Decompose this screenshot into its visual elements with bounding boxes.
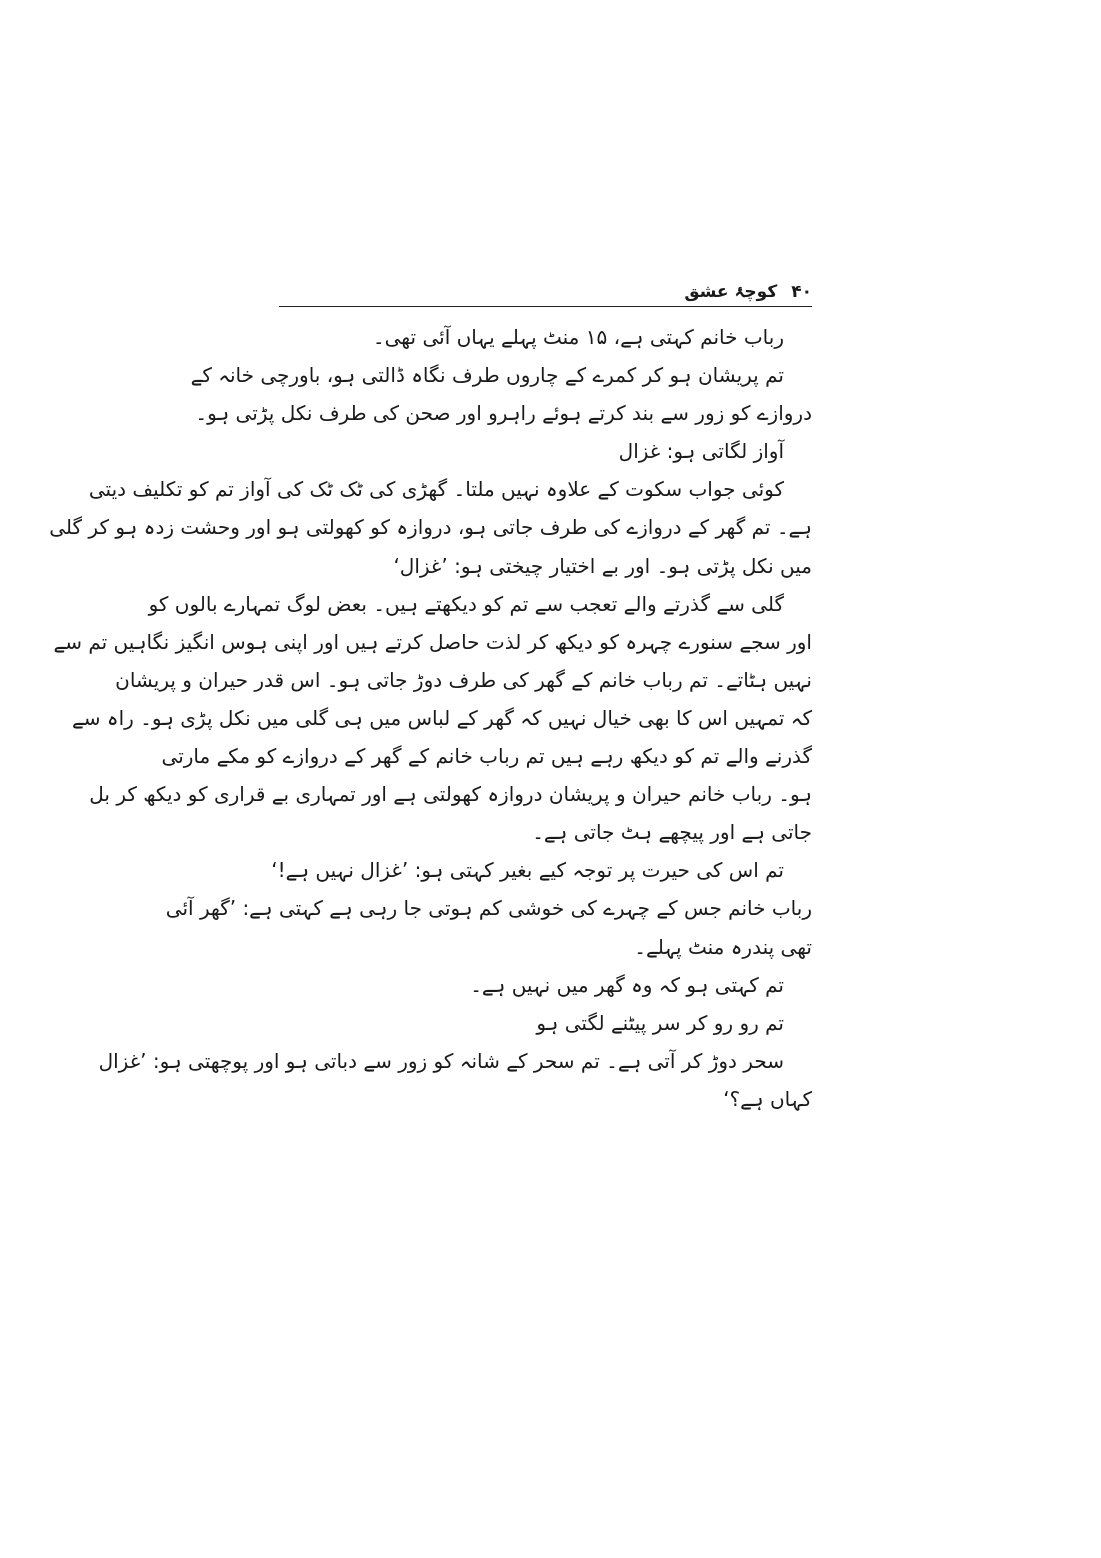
text-line: گذرنے والے تم کو دیکھ رہے ہیں تم رباب خانم کے گھر کے دروازے کو مکے مارتی bbox=[161, 744, 812, 769]
page-header bbox=[279, 262, 812, 302]
text-line: کوئی جواب سکوت کے علاوہ نہیں ملتا۔ گھڑی کی ٹک ٹک کی آواز تم کو تکلیف دیتی bbox=[88, 477, 784, 502]
text-line: دروازے کو زور سے بند کرتے ہوئے راہرو اور صحن کی طرف نکل پڑتی ہو۔ bbox=[195, 401, 812, 426]
text-line: جاتی ہے اور پیچھے ہٹ جاتی ہے۔ bbox=[532, 820, 812, 845]
text-line: گلی سے گذرتے والے تعجب سے تم کو دیکھتے ہیں۔ بعض لوگ تمہارے بالوں کو bbox=[148, 591, 784, 616]
text-line: تھی پندرہ منٹ پہلے۔ bbox=[634, 934, 812, 959]
text-line: تم رو رو کر سر پیٹنے لگتی ہو bbox=[536, 1010, 784, 1035]
text-line: نہیں ہٹاتے۔ تم رباب خانم کے گھر کی طرف دوڑ جاتی ہو۔ اس قدر حیران و پریشان bbox=[115, 667, 812, 692]
text-line: کہاں ہے؟‘ bbox=[723, 1086, 812, 1111]
text-line: میں نکل پڑتی ہو۔ اور بے اختیار چیختی ہو: ’غزال‘ bbox=[393, 553, 812, 578]
text-line: تم اس کی حیرت پر توجہ کیے بغیر کہتی ہو: ’غزال نہیں ہے!‘ bbox=[271, 858, 784, 883]
text-line: آواز لگاتی ہو: غزال bbox=[618, 439, 784, 464]
text-line: تم پریشان ہو کر کمرے کے چاروں طرف نگاہ ڈالتی ہو، باورچی خانہ کے bbox=[190, 363, 784, 388]
text-line: کہ تمہیں اس کا بھی خیال نہیں کہ گھر کے لباس میں ہی گلی میں نکل پڑی ہو۔ راہ سے bbox=[72, 705, 812, 730]
text-line: اور سجے سنورے چہرہ کو دیکھ کر لذت حاصل کرتے ہیں اور اپنی ہوس انگیز نگاہیں تم سے bbox=[53, 629, 812, 654]
text-line: ہو۔ رباب خانم حیران و پریشان دروازہ کھولتی ہے اور تمہاری بے قراری کو دیکھ کر بل bbox=[89, 782, 812, 807]
body-text bbox=[49, 318, 812, 1118]
text-line: تم کہتی ہو کہ وہ گھر میں نہیں ہے۔ bbox=[470, 972, 784, 997]
text-line: رباب خانم کہتی ہے، ۱۵ منٹ پہلے یہاں آئی تھی۔ bbox=[372, 325, 784, 349]
text-line: رباب خانم جس کے چہرے کی خوشی کم ہوتی جا رہی ہے کہتی ہے: ’گھر آئی bbox=[165, 896, 812, 921]
header-divider bbox=[279, 306, 812, 307]
page-number: ۴۰ bbox=[791, 282, 812, 302]
book-title: کوچۂ عشق bbox=[684, 282, 778, 302]
text-line: سحر دوڑ کر آتی ہے۔ تم سحر کے شانہ کو زور سے دباتی ہو اور پوچھتی ہو: ’غزال bbox=[98, 1048, 784, 1073]
text-line: ہے۔ تم گھر کے دروازے کی طرف جاتی ہو، دروازہ کو کھولتی ہو اور وحشت زدہ ہو کر گلی bbox=[49, 515, 812, 540]
